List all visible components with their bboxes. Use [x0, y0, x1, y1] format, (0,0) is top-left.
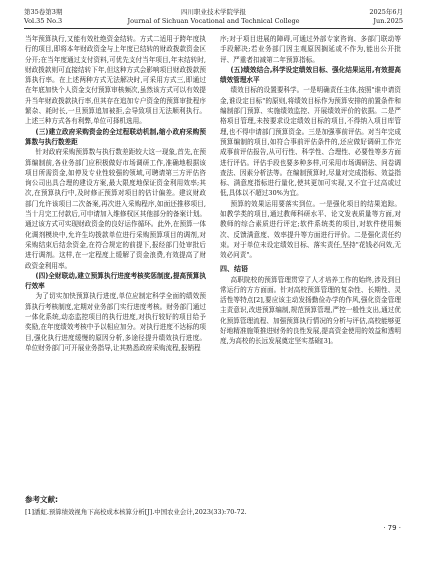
page-number: · 79 ·: [383, 524, 401, 532]
issue-date-cn: 2025年6月: [369, 8, 403, 16]
conclusion-heading: 四、结语: [220, 264, 248, 273]
running-header: [24, 6, 403, 34]
section-heading: (五)绩效结合,科学设定绩效目标、强化结果运用,有效提高绩效管理水平: [220, 65, 401, 85]
paragraph: 高职院校的预算管理贯穿了人才培养工作的始终,涉及到日常运行的方方面面。针对高校预算管理的复杂性、长期性、灵活性等特点[2],要应该主动发扬勤俭办学的作风,强化资金管理主责意识,改进预算编制,规范预算管理,严控一般性支出,通过优化预算管理流程、加强预算执行情况的分析与评估,高校能够更好地精准施策推进财务的良性发展,提高资金使用的效益和透明度,为高校的长远发展奠定坚实基础[3]。: [220, 275, 401, 346]
paragraph: 预算的效果运用要落实到位。一是强化项目的结果追踪。如教学类的项目,通过教师科研水平、论文发表质量等方面,对教师的综合素质进行评定;软件系统类的项目,对软件使用频次、反馈满意度、效率提升等方面进行评价。二是强化责任约束。对于单位未设定绩效目标、落实责任,坚持"花钱必问效,无效必问责"。: [220, 199, 401, 260]
reference-item: [1]潘虹.预算绩效视角下高校成本核算分析[J].中国农业会计,2023(33):70-72.: [25, 508, 247, 516]
left-column: [25, 34, 206, 353]
issue-date-en: Jun.2025: [373, 16, 403, 25]
journal-title: [24, 8, 403, 25]
paragraph: 针对政府采购预算数与执行数差距较大这一现象,首先,在预算编制前,各业务部门应积极做好市场调研工作,准确地根据该项目所需资金,如停及专业性较强的领域,可聘请第三方评估咨询公司出具合理的建设方案,最大限度地保证资金利用效率;其次,在预算执行中,及时修正预算对项目的估计偏差。建议财政部门允许该项目二次备案,再次进入采购程序,如面还推移项目,当十月完工付款后,可申请加入维修权区其他部分的备案计划。通过该方式可实现财政资金的良好运作循环。此外,在预算一体化调剂模块中,允许生均拨款单位进行采购预算项目的调剂,对采购结束后结余资金,在符合规定的前提下,报经部门处审批后进行调剂。这样,在一定程度上缓解了资金浪费,有效提高了财政资金利用率。: [25, 148, 206, 270]
section-heading: (四)全财联动,建立预算执行进度考核奖惩制度,提高预算执行效率: [25, 271, 206, 291]
volume-cn: 第35卷第3期: [24, 8, 63, 16]
references: [25, 494, 403, 517]
journal-title-cn: 四川职业技术学院学报: [181, 8, 246, 16]
references-title: 参考文献:: [25, 495, 58, 504]
section-heading: (三)建立政府采购资金的全过程联动机制,缩小政府采购预算数与执行数差距: [25, 127, 206, 146]
paragraph: 当年预算执行,又能有效杜绝资金结转。方式二适用于跨年度执行的项目,即将本年财政资金与上年度已结转的财政拨款资金区分开;在当年度通过支付资料,可优先支付当年项目,年末结转时,财政拨款则可直接结转下年,但这种方式会影响项目财政拨款预算执行率。在上述两种方式无法解决时,可采用方式三,即通过在年底加快个人资金支付预算审核频次,虽然该方式可以有效提升当年财政拨款执行率,但其存在追加专户资金的预算审批程序繁杂、耗时长,一旦预算追加被拒,会导致项目无法顺利执行。上述三种方式各有利弊,单位可择机选用。: [25, 35, 206, 126]
paragraph: 序;对于项目进展的障碍,可通过外部专家咨询、多部门联动等手段解决;若业务部门因主观原因搁延或不作为,能出公开批评、严重者扣减第二年预算指标。: [220, 35, 401, 64]
journal-title-en: Journal of Sichuan Vocational and Technical College: [127, 16, 300, 25]
right-column: [220, 34, 401, 347]
volume-en: Vol.35 No.3: [24, 16, 63, 25]
issue-date: [369, 8, 403, 25]
paragraph: 为了切实加快预算执行进度,单位应制定科学全面的绩效预算执行考核制度,定期对业务部门实行进度考核。财务部门通过一体化系统,动态监控项目的执行进度,对执行较好的项目给予奖励,在年度绩效考核中予以相应加分。对执行进度不达标的项目,强化执行进度缓慢的原因分析,多途径提升绩效执行进度。单位财务部门可开展业务指导,让其熟悉政府采购流程,报销程: [25, 292, 206, 352]
paragraph: 绩效目标的设置要科学。一是明确责任主体,按照"谁申请资金,谁设定目标"的原则,将绩效目标作为预算安排的前置条件和编制部门预算、实施绩效监控、开展绩效评价的依据。二是严格项目管理,未按要求设定绩效目标的项目,不得纳入项目库管理,也不得申请部门预算资金。三是加强事前评估。对当年完成预算编制的项目,如符合事前评估条件的,还应做好调研工作完成事前评估报告,从可行性、科学性、合理性、必要性等多方面进行评估。评估手段也要多种多样,可采用市场调研法、问卷调查法、因素分析法等。在编制预算时,尽量对完成指标、效益指标、满意度指标进行量化,使其更加可实现,又不宜于过高或过低,具体以不超过30%为宜。: [220, 86, 401, 198]
header-rule: [24, 28, 403, 29]
